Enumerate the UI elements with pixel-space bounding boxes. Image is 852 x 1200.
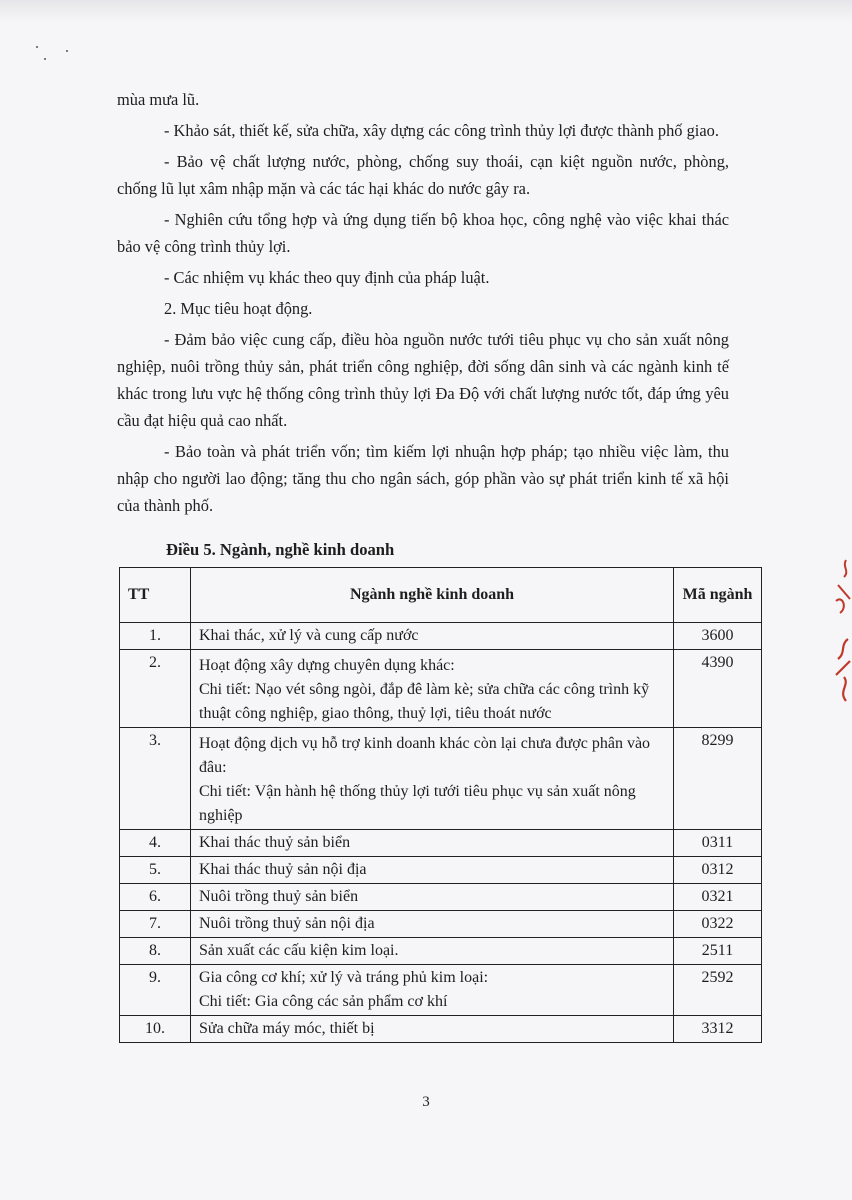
scan-shadow (0, 0, 852, 22)
table-row (120, 884, 762, 911)
row-name-cell (191, 650, 674, 728)
paragraph: - Đảm bảo việc cung cấp, điều hòa nguồn nước tưới tiêu phục vụ cho sản xuất nông nghiệp, nuôi trồng thủy sản, phát triển công nghiệp, đời sống dân sinh và các ngành kinh tế khác trong lưu vực hệ thống công trình thủy lợi Đa Độ với chất lượng nước tốt, đáp ứng yêu cầu đạt hiệu quả cao nhất. (117, 330, 729, 430)
row-tt: 4. (120, 830, 191, 857)
header-code: Mã ngành (674, 568, 762, 623)
row-tt: 3. (120, 728, 191, 830)
row-code: 0312 (674, 857, 762, 884)
row-code: 0321 (674, 884, 762, 911)
paragraph: - Khảo sát, thiết kế, sửa chữa, xây dựng các công trình thủy lợi được thành phố giao. (164, 121, 719, 140)
row-code: 3600 (674, 623, 762, 650)
paragraph: - Bảo vệ chất lượng nước, phòng, chống suy thoái, cạn kiệt nguồn nước, phòng, chống lũ lụt xâm nhập mặn và các tác hại khác do nước gây ra. (117, 152, 729, 198)
row-name: Nuôi trồng thuỷ sản nội địa (191, 911, 674, 938)
row-detail: Chi tiết: Vận hành hệ thống thủy lợi tưới tiêu phục vụ sản xuất nông nghiệp (199, 783, 636, 824)
row-tt: 6. (120, 884, 191, 911)
paragraph: mùa mưa lũ. (117, 90, 200, 109)
row-name: Khai thác thuỷ sản biển (191, 830, 674, 857)
row-tt: 7. (120, 911, 191, 938)
row-name-cell (191, 728, 674, 830)
table-header-row (120, 568, 762, 623)
article-heading: Điều 5. Ngành, nghề kinh doanh (166, 540, 395, 559)
row-tt: 5. (120, 857, 191, 884)
header-tt: TT (120, 568, 191, 623)
row-tt: 2. (120, 650, 191, 728)
row-code: 4390 (674, 650, 762, 728)
table-row (120, 830, 762, 857)
row-name: Sửa chữa máy móc, thiết bị (191, 1016, 674, 1043)
paragraph: - Nghiên cứu tổng hợp và ứng dụng tiến bộ khoa học, công nghệ vào việc khai thác bảo vệ công trình thủy lợi. (117, 210, 729, 256)
row-code: 2592 (674, 965, 762, 1016)
row-detail: Chi tiết: Nạo vét sông ngòi, đắp đê làm kè; sửa chữa các công trình kỹ thuật công nghiệp, giao thông, thuỷ lợi, tiêu thoát nước (199, 681, 650, 722)
scan-speck (44, 58, 46, 60)
row-tt: 1. (120, 623, 191, 650)
seal-stamp-edge (824, 555, 852, 715)
page-number: 3 (422, 1094, 430, 1110)
table-row (120, 650, 762, 728)
table-row (120, 728, 762, 830)
business-lines-table (119, 567, 762, 1043)
body-text (117, 86, 729, 519)
table-row (120, 1016, 762, 1043)
row-name: Hoạt động xây dựng chuyên dụng khác: (199, 657, 455, 674)
table-row (120, 911, 762, 938)
row-detail: Chi tiết: Gia công các sản phẩm cơ khí (199, 993, 448, 1010)
row-name: Hoạt động dịch vụ hỗ trợ kinh doanh khác còn lại chưa được phân vào đâu: (199, 735, 651, 776)
row-code: 2511 (674, 938, 762, 965)
table-row (120, 623, 762, 650)
paragraph: - Bảo toàn và phát triển vốn; tìm kiếm lợi nhuận hợp pháp; tạo nhiều việc làm, thu nhập cho người lao động; tăng thu cho ngân sách, góp phần vào sự phát triển kinh tế xã hội của thành phố. (117, 442, 729, 515)
paragraph: - Các nhiệm vụ khác theo quy định của pháp luật. (164, 268, 490, 287)
row-name: Sản xuất các cấu kiện kim loại. (191, 938, 674, 965)
row-name: Nuôi trồng thuỷ sản biển (191, 884, 674, 911)
row-name: Khai thác, xử lý và cung cấp nước (191, 623, 674, 650)
header-name: Ngành nghề kinh doanh (191, 568, 674, 623)
row-tt: 9. (120, 965, 191, 1016)
scan-speck (36, 46, 38, 48)
row-name-cell (191, 965, 674, 1016)
row-tt: 8. (120, 938, 191, 965)
scan-speck (66, 50, 68, 52)
row-name: Khai thác thuỷ sản nội địa (191, 857, 674, 884)
row-code: 0311 (674, 830, 762, 857)
row-code: 3312 (674, 1016, 762, 1043)
table-row (120, 965, 762, 1016)
table-row (120, 857, 762, 884)
row-name: Gia công cơ khí; xử lý và tráng phủ kim loại: (199, 969, 489, 986)
row-code: 0322 (674, 911, 762, 938)
row-tt: 10. (120, 1016, 191, 1043)
row-code: 8299 (674, 728, 762, 830)
table-row (120, 938, 762, 965)
section-title: 2. Mục tiêu hoạt động. (164, 299, 313, 318)
